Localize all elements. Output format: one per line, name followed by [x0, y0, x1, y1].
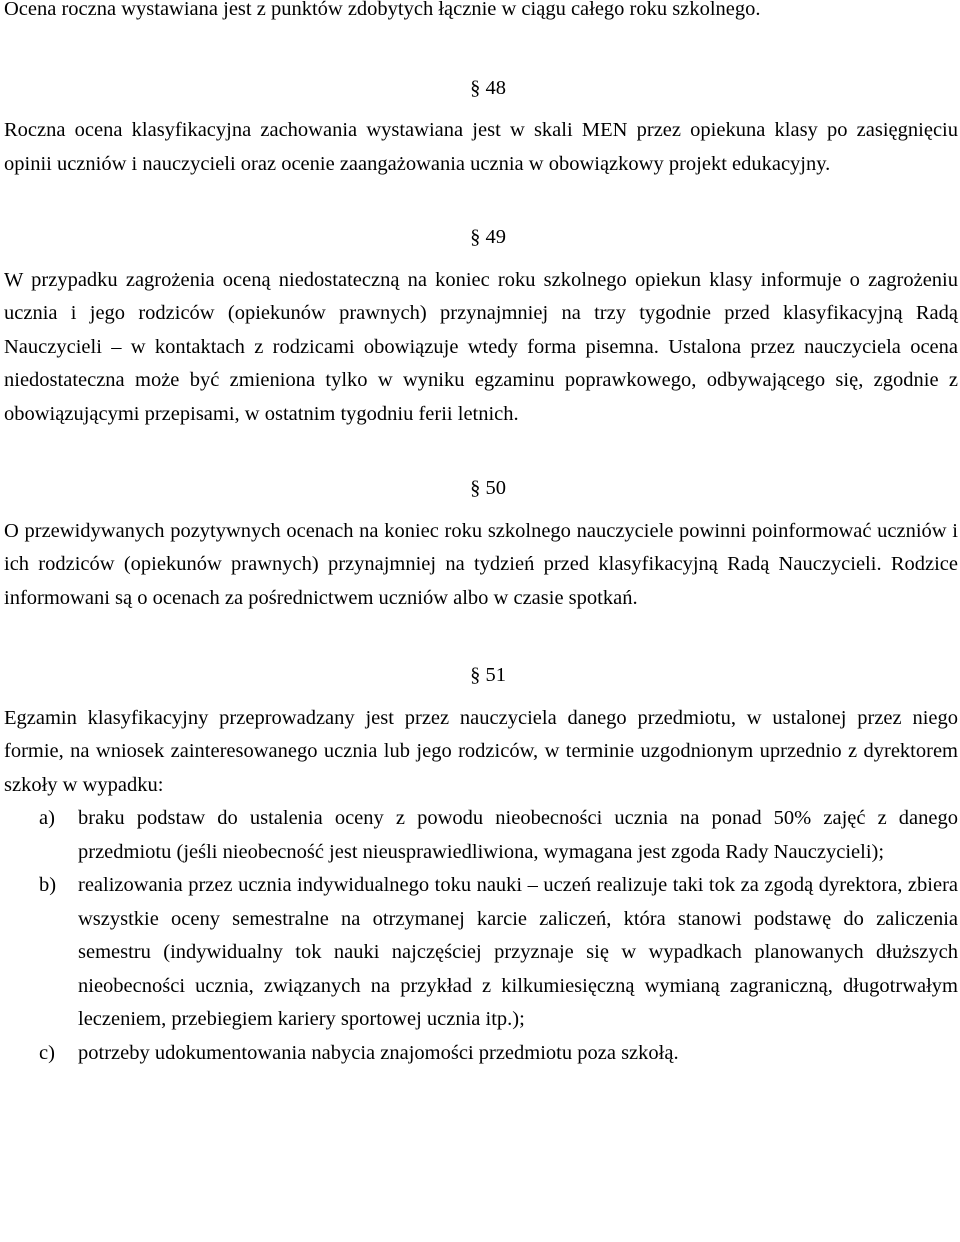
list-item — [4, 802, 958, 869]
section-number: § 48 — [470, 76, 506, 99]
section-paragraph: O przewidywanych pozytywnych ocenach na koniec roku szkolnego nauczyciele powinni poinformować uczniów i ich rodziców (opiekunów prawnych) przynajmniej na tydzień przed klasyfikacyjną Radą Nauczycieli. Rodzice informowani są o ocenach za pośrednictwem uczniów albo w czasie spotkań. — [4, 519, 958, 609]
section-number: § 50 — [470, 477, 506, 499]
section-number: § 51 — [470, 664, 506, 686]
section-50 — [4, 472, 958, 615]
list-item — [4, 1037, 958, 1071]
section-48 — [4, 72, 958, 182]
section-number: § 49 — [470, 226, 506, 248]
intro-paragraph: Ocena roczna wystawiana jest z punktów zdobytych łącznie w ciągu całego roku szkolnego. — [4, 0, 761, 20]
section-paragraph: W przypadku zagrożenia oceną niedostateczną na koniec roku szkolnego opiekun klasy informuje o zagrożeniu ucznia i jego rodziców (opiekunów prawnych) przynajmniej na trzy tygodnie przed klasyfikacyjną Radą Nauczycieli – w kontaktach z rodzicami obowiązuje wtedy forma pisemna. Ustalona przez nauczyciela ocena niedostateczna może być zmieniona tylko w wyniku egzaminu poprawkowego, odbywającego się, zgodnie z obowiązującymi przepisami, w ostatnim tygodniu ferii letnich. — [4, 268, 958, 425]
list-marker: b) — [39, 874, 57, 896]
section-paragraph: Roczna ocena klasyfikacyjna zachowania wystawiana jest w skali MEN przez opiekuna klasy po zasięgnięciu opinii uczniów i nauczycieli oraz ocenie zaangażowania ucznia w obowiązkowy projekt edukacyjny. — [4, 119, 958, 175]
list-marker: a) — [39, 807, 55, 829]
conditions-list — [4, 802, 958, 1070]
list-marker: c) — [39, 1041, 55, 1064]
section-paragraph: Egzamin klasyfikacyjny przeprowadzany jest przez nauczyciela danego przedmiotu, w ustalonej przez niego formie, na wniosek zainteresowanego ucznia lub jego rodziców, w terminie uzgodnionym uprzednio z dyrektorem szkoły w wypadku: — [4, 706, 958, 796]
section-49 — [4, 221, 958, 431]
list-item-text: realizowania przez ucznia indywidualnego toku nauki – uczeń realizuje taki tok za zgodą dyrektora, zbiera wszystkie oceny semestralne na otrzymanej karcie zaliczeń, która stanowi podstawę do zaliczenia semestru (indywidualny tok nauki najczęściej przyznaje się w wypadkach planowanych dłuższych nieobecności ucznia, związanych na przykład z kilkumiesięczną wymianą zagraniczną, długotrwałym leczeniem, przebiegiem kariery sportowej ucznia itp.); — [78, 874, 958, 1030]
list-item-text: braku podstaw do ustalenia oceny z powodu nieobecności ucznia na ponad 50% zajęć z danego przedmiotu (jeśli nieobecność jest nieusprawiedliwiona, wymagana jest zgoda Rady Nauczycieli); — [78, 807, 958, 863]
list-item-text: potrzeby udokumentowania nabycia znajomości przedmiotu poza szkołą. — [78, 1041, 679, 1064]
section-51 — [4, 659, 958, 1070]
list-item — [4, 869, 958, 1037]
